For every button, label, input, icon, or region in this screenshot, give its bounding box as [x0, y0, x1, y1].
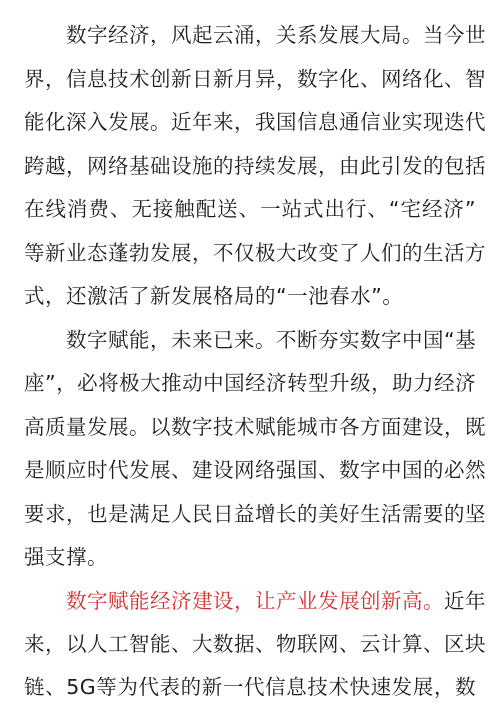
paragraph-1-line-3: 能化深入发展。近年来，我国信息通信业实现迭代 — [24, 110, 486, 134]
paragraph-2-line-6: 强支撑。 — [24, 545, 108, 569]
highlight-heading: 数字赋能经济建设，让产业发展创新高。 — [66, 589, 444, 613]
paragraph-3-line-3: 链、5G等为代表的新一代信息技术快速发展，数 — [24, 675, 476, 699]
paragraph-1-line-4: 跨越，网络基础设施的持续发展，由此引发的包括 — [24, 154, 486, 178]
paragraph-2-line-5: 要求，也是满足人民日益增长的美好生活需要的坚 — [24, 502, 486, 526]
paragraph-1-line-1: 数字经济，风起云涌，关系发展大局。当今世 — [66, 23, 486, 47]
paragraph-2-line-3: 高质量发展。以数字技术赋能城市各方面建设，既 — [24, 415, 486, 439]
highlight-rest: 近年 — [444, 589, 486, 613]
paragraph-2-line-1: 数字赋能，未来已来。不断夯实数字中国“基 — [66, 328, 477, 352]
paragraph-1-line-2: 界，信息技术创新日新月异，数字化、网络化、智 — [24, 67, 486, 91]
paragraph-3-line-1 — [66, 583, 486, 619]
paragraph-1-line-5: 在线消费、无接触配送、一站式出行、“宅经济” — [24, 197, 476, 221]
paragraph-2-line-2: 座”，必将极大推动中国经济转型升级，助力经济 — [24, 371, 477, 395]
paragraph-1-line-6: 等新业态蓬勃发展，不仅极大改变了人们的生活方 — [24, 241, 486, 265]
paragraph-3-line-2: 来，以人工智能、大数据、物联网、云计算、区块 — [24, 632, 486, 656]
paragraph-1-line-7: 式，还激活了新发展格局的“一池春水”。 — [24, 284, 404, 308]
paragraph-2-line-4: 是顺应时代发展、建设网络强国、数字中国的必然 — [24, 458, 486, 482]
